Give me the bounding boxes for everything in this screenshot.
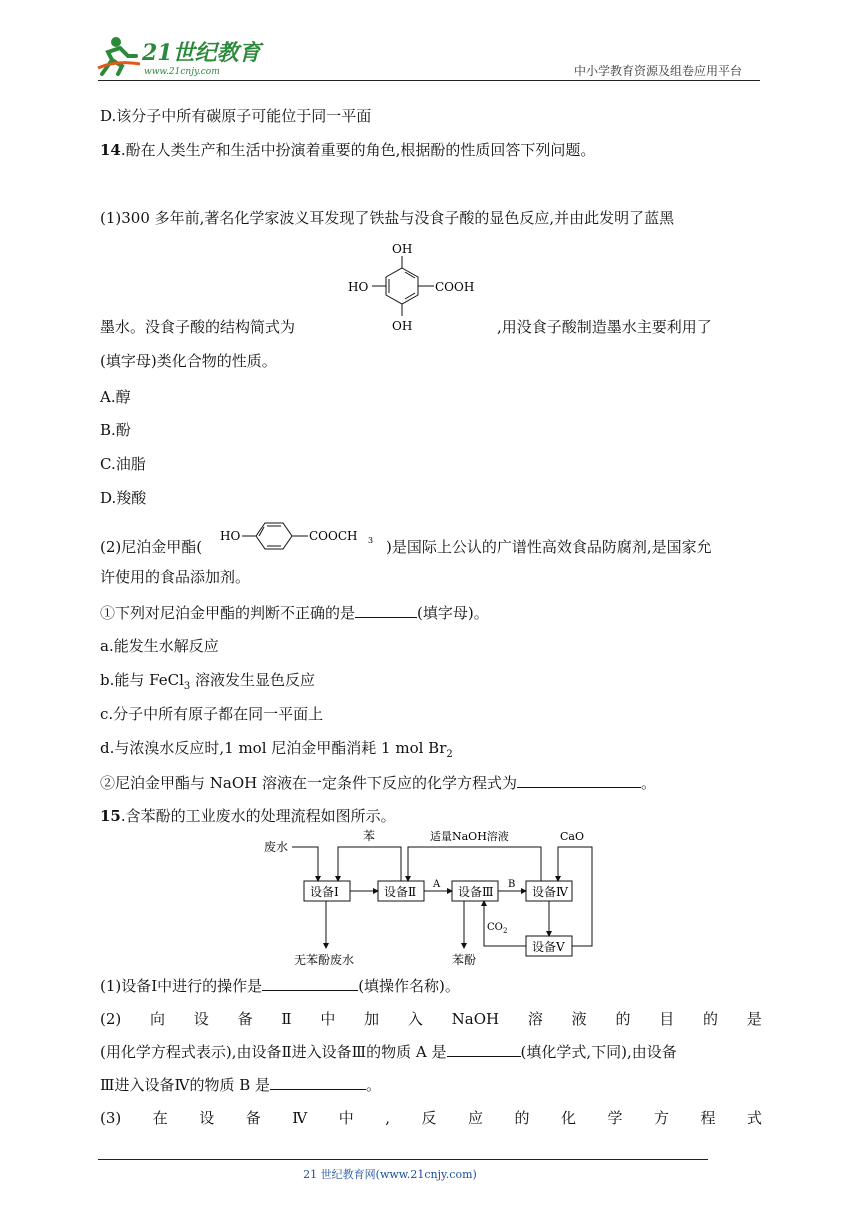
q15-p1	[100, 975, 460, 996]
q14-choice-d	[100, 738, 453, 758]
word: 在	[152, 1109, 168, 1127]
word: 的	[615, 1010, 631, 1028]
word: 应	[467, 1109, 483, 1127]
logo	[96, 34, 266, 78]
footer-text: 21 世纪教育网(www.21cnjy.com)	[303, 1168, 477, 1181]
word: (2)	[100, 1010, 122, 1028]
word: 液	[571, 1010, 587, 1028]
naoh-label: 适量NaOH溶液	[430, 830, 509, 843]
phenol-label: 苯酚	[452, 953, 477, 967]
q14-sub2-text: ②尼泊金甲酯与 NaOH 溶液在一定条件下反应的化学方程式为	[100, 774, 517, 792]
waste-water-label: 废水	[264, 840, 289, 854]
q15-p2-line2-suffix: (填化学式,下同),由设备	[520, 1043, 677, 1061]
platform-name: 中小学教育资源及组卷应用平台	[574, 64, 743, 78]
gallic-ho: HO	[348, 280, 369, 294]
word: ,	[385, 1109, 390, 1127]
word: 设	[199, 1109, 215, 1127]
q14-option-a: A.醇	[100, 388, 131, 406]
q15-number: 15	[100, 807, 121, 825]
word: 学	[607, 1109, 623, 1127]
q14-choice-b-pre: b.能与 FeCl	[100, 671, 184, 689]
logo-main-text: 21世纪教育	[142, 40, 261, 66]
q14-sub2-end: 。	[641, 774, 657, 792]
q13-option-d: D.该分子中所有碳原子可能位于同一平面	[100, 107, 372, 125]
methylparaben-ho: HO	[220, 529, 241, 543]
q14-p2-line2: 许使用的食品添加剂。	[100, 568, 251, 586]
q14-sub2	[100, 772, 656, 793]
word: 向	[150, 1010, 166, 1028]
q15-p1-text: (1)设备Ⅰ中进行的操作是	[100, 977, 263, 995]
q14-option-d: D.羧酸	[100, 489, 147, 507]
word: 设	[193, 1010, 209, 1028]
q15-p2-line2-text: (用化学方程式表示),由设备Ⅱ进入设备Ⅲ的物质 A 是	[100, 1043, 447, 1061]
gallic-oh-bottom: OH	[392, 319, 413, 333]
word: NaOH	[451, 1010, 500, 1028]
flow-b-label: B	[508, 879, 516, 890]
q14-stem	[100, 140, 595, 160]
q15-p1-suffix: (填操作名称)。	[358, 977, 460, 995]
q14-stem-text: .酚在人类生产和生活中扮演着重要的角色,根据酚的性质回答下列问题。	[120, 141, 596, 159]
q14-number: 14	[100, 141, 121, 159]
q14-p1-line2b: ,用没食子酸制造墨水主要利用了	[497, 318, 712, 336]
word: 中	[320, 1010, 336, 1028]
co2-sub: 2	[503, 927, 508, 935]
word: 程	[700, 1109, 716, 1127]
runner-logo-icon	[96, 34, 266, 78]
word: 目	[659, 1010, 675, 1028]
q14-p1-line1: (1)300 多年前,著名化学家波义耳发现了铁盐与没食子酸的显色反应,并由此发明了蓝黑	[100, 209, 675, 227]
word: 方	[653, 1109, 669, 1127]
q15-flow-diagram	[258, 826, 610, 968]
co2-label: CO	[487, 922, 503, 933]
q15-stem-text: .含苯酚的工业废水的处理流程如图所示。	[120, 807, 396, 825]
q15-p3-line1	[100, 1108, 762, 1128]
q14-option-c: C.油脂	[100, 455, 146, 473]
word: 备	[245, 1109, 261, 1127]
q14-p2-line1b: )是国际上公认的广谱性高效食品防腐剂,是国家允	[386, 538, 712, 556]
device-5-label: 设备Ⅴ	[532, 940, 565, 954]
logo-sub-text: www.21cnjy.com	[144, 67, 220, 77]
q14-choice-c: c.分子中所有原子都在同一平面上	[100, 705, 324, 723]
word: 式	[746, 1109, 762, 1127]
q14-sub2-answer-blank[interactable]	[517, 772, 641, 788]
methylparaben-structure	[218, 522, 388, 562]
q14-choice-b	[100, 670, 315, 690]
q14-choice-d-sub: 2	[446, 749, 453, 760]
word: Ⅱ	[281, 1010, 292, 1028]
q14-p1-line3: (填字母)类化合物的性质。	[100, 352, 277, 370]
device-1-label: 设备Ⅰ	[310, 885, 339, 899]
q14-choice-b-sub: 3	[183, 681, 191, 692]
word: 入	[407, 1010, 423, 1028]
q14-p1-line2a: 墨水。没食子酸的结构简式为	[100, 318, 296, 336]
footer-divider	[98, 1159, 708, 1160]
header-divider	[98, 80, 760, 81]
q15-p2-line3-text: Ⅲ进入设备Ⅳ的物质 B 是	[100, 1076, 271, 1094]
gallic-cooh: COOH	[435, 280, 475, 294]
word: 中	[338, 1109, 354, 1127]
q14-sub1-text: ①下列对尼泊金甲酯的判断不正确的是	[100, 604, 356, 622]
q15-b-answer-blank[interactable]	[270, 1074, 366, 1090]
word: Ⅳ	[292, 1109, 308, 1127]
q14-sub1-answer-blank[interactable]	[355, 602, 417, 618]
q14-choice-b-post: 溶液发生显色反应	[190, 671, 316, 689]
word: 溶	[527, 1010, 543, 1028]
q14-option-b: B.酚	[100, 421, 131, 439]
q14-choice-d-pre: d.与浓溴水反应时,1 mol 尼泊金甲酯消耗 1 mol Br	[100, 739, 447, 757]
q15-a-answer-blank[interactable]	[447, 1041, 521, 1057]
word: (3)	[100, 1109, 122, 1127]
device-3-label: 设备Ⅲ	[458, 885, 494, 899]
word: 是	[746, 1010, 762, 1028]
q15-p2-line2	[100, 1041, 677, 1062]
q14-p2-line1a: (2)尼泊金甲酯(	[100, 538, 203, 556]
q15-p1-answer-blank[interactable]	[262, 975, 358, 991]
methylparaben-cooch: COOCH	[309, 529, 358, 543]
flow-a-label: A	[433, 879, 441, 890]
gallic-acid-structure	[346, 238, 496, 338]
cao-label: CaO	[560, 830, 584, 843]
q15-p2-line3	[100, 1074, 381, 1095]
benzene-label: 苯	[363, 829, 376, 843]
q14-choice-a: a.能发生水解反应	[100, 637, 219, 655]
no-phenol-water-label: 无苯酚废水	[294, 953, 355, 967]
gallic-oh-top: OH	[392, 242, 413, 256]
word: 加	[364, 1010, 380, 1028]
methylparaben-sub3: 3	[368, 536, 374, 545]
q14-sub1	[100, 602, 489, 623]
q15-p2-line1	[100, 1009, 762, 1029]
device-2-label: 设备Ⅱ	[384, 885, 417, 899]
q15-p2-line3-end: 。	[366, 1076, 382, 1094]
word: 化	[560, 1109, 576, 1127]
word: 备	[237, 1010, 253, 1028]
device-4-label: 设备Ⅳ	[532, 885, 568, 899]
q14-sub1-suffix: (填字母)。	[417, 604, 489, 622]
word: 反	[421, 1109, 437, 1127]
q15-stem	[100, 806, 396, 826]
word: 的	[703, 1010, 719, 1028]
word: 的	[514, 1109, 530, 1127]
